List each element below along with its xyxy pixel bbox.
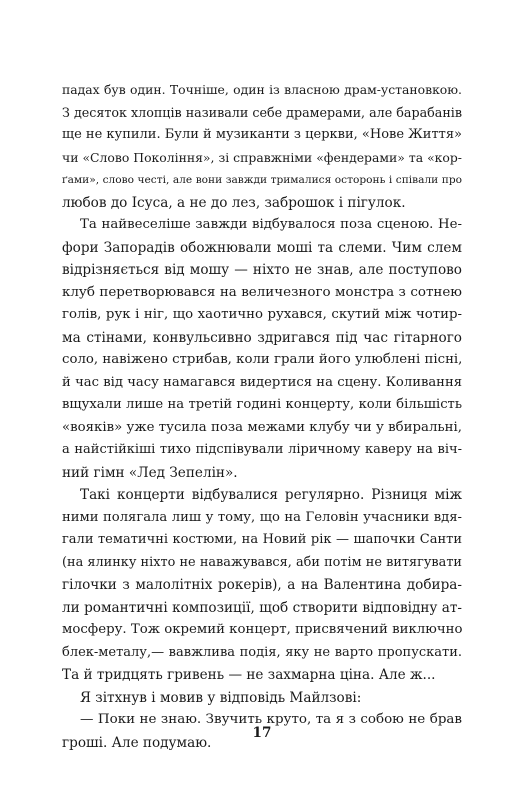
text-line: відрізняється від мошу — ніхто не знав, але поступово (62, 262, 462, 278)
body-text (62, 79, 462, 754)
text-line: гілочки з малолітніх рокерів), а на Валентина добира- (62, 577, 462, 593)
text-line: чи «Слово Покоління», зі справжніми «фендерами» та «кор- (62, 149, 462, 165)
text-line: «вояків» уже тусила поза межами клубу чи у вбиральні, (62, 419, 462, 435)
text-line: вщухали лише на третій годині концерту, коли більшість (62, 397, 462, 412)
text-line: (на ялинку ніхто не наважувався, аби потім не витягувати (62, 554, 462, 570)
text-line: ний гімн «Лед Зепелін». (62, 464, 238, 481)
text-line: Та й тридцять гривень — не захмарна ціна. Але ж... (62, 667, 436, 683)
text-line: мосферу. Тож окремий концерт, присвячений виключно (62, 622, 462, 637)
text-line: гроші. Але подумаю. (62, 734, 212, 751)
text-line: падах був один. Точніше, один із власною драм-установкою. (62, 82, 462, 97)
text-line: блек-металу,— вавжлива подія, яку не варто пропускати. (62, 644, 462, 660)
text-line: Такі концерти відбувалися регулярно. Різниця між (80, 487, 462, 503)
page-number: 17 (252, 725, 272, 741)
text-line: а найстійкіші тихо підспівували ліричному каверу на віч- (62, 442, 462, 457)
text-line: Я зітхнув і мовив у відповідь Майлзові: (80, 689, 362, 706)
text-line: голів, рук і ніг, що хаотично рухався, скутий між чотир- (62, 307, 462, 322)
text-line: фори Запорадів обожнювали моші та слеми. Чим слем (62, 239, 462, 256)
text-line: ґами», слово честі, але вони завжди трималися осторонь і співали про (62, 174, 462, 186)
text-line: клуб перетворювався на величезного монстра з сотнею (62, 284, 462, 300)
text-line: ними полягала лиш у тому, що на Геловін учасники вдя- (62, 509, 462, 525)
text-line: любов до Ісуса, а не до лез, заброшок і пігулок. (62, 194, 406, 211)
text-line: ще не купили. Були й музиканти з церкви, «Нове Життя» (62, 127, 462, 142)
text-line: гали тематичні костюми, на Новий рік — шапочки Санти (62, 532, 462, 547)
text-line: й час від часу намагався видертися на сцену. Коливання (62, 374, 462, 390)
text-line: ма стінами, конвульсивно здригався під час гітарного (62, 329, 462, 346)
text-line: ли романтичні композиції, щоб створити відповідну ат- (62, 599, 462, 616)
text-line: З десяток хлопців називали себе драмерами, але барабанів (62, 104, 462, 120)
text-line: соло, навіжено стрибав, коли грали його улюблені пісні, (62, 352, 462, 367)
text-line: — Поки не знаю. Звучить круто, та я з собою не брав (80, 712, 462, 727)
text-line: Та найвеселіше завжди відбувалося поза сценою. Не- (80, 217, 462, 232)
